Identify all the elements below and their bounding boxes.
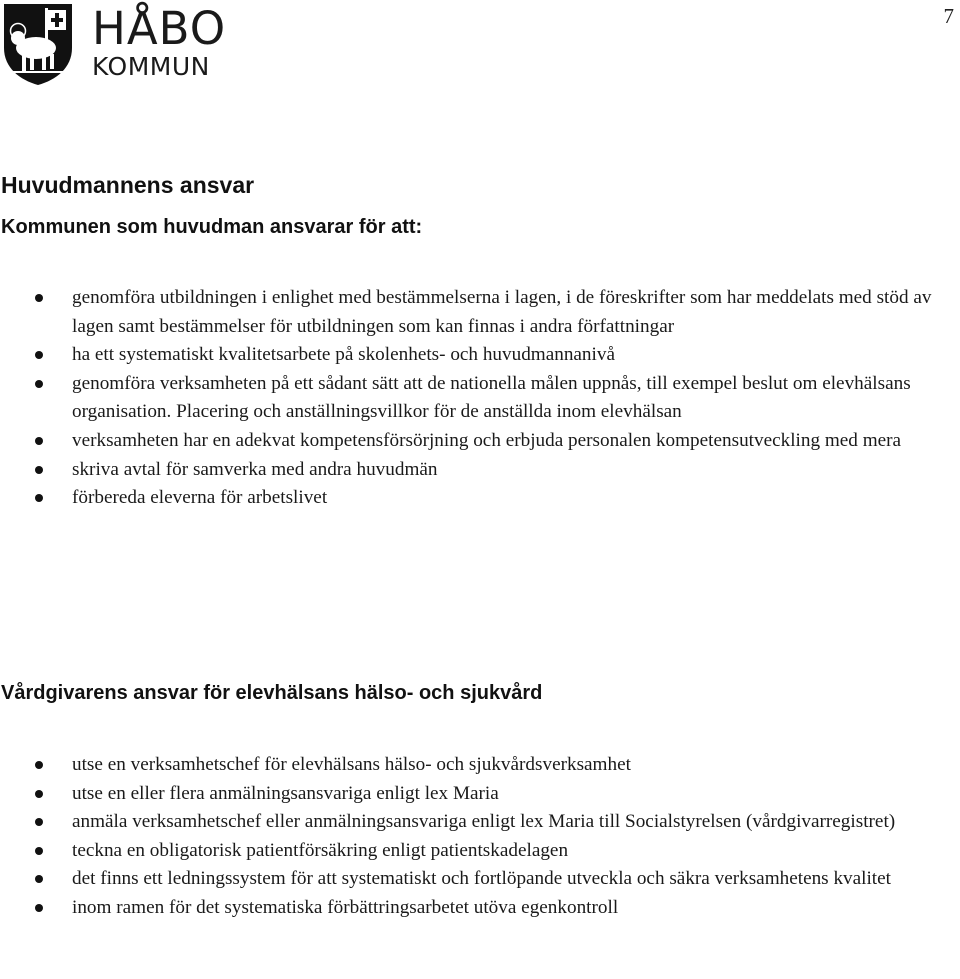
lamb-emblem-icon [2, 2, 74, 86]
section-title: Huvudmannens ansvar [1, 172, 255, 198]
section-title: Vårdgivarens ansvar för elevhälsans hälso- och sjukvård [1, 682, 543, 704]
list-item: utse en eller flera anmälningsansvariga enligt lex Maria [0, 780, 940, 809]
list-item: teckna en obligatorisk patientförsäkring enligt patientskadelagen [0, 837, 940, 866]
page-number: 7 [943, 4, 954, 28]
list-item: skriva avtal för samverka med andra huvudmän [0, 456, 940, 485]
list-item: verksamheten har en adekvat kompetensförsörjning och erbjuda personalen kompetensutveckling med mera [0, 427, 940, 456]
section-subtitle: Kommunen som huvudman ansvarar för att: [1, 216, 423, 238]
municipality-responsibility-list [0, 284, 940, 513]
list-item: det finns ett ledningssystem för att systematiskt och fortlöpande utveckla och säkra verksamhetens kvalitet [0, 865, 940, 894]
logo-name: HÅBO [92, 2, 227, 55]
logo-subtitle: KOMMUN [92, 52, 210, 81]
list-item: utse en verksamhetschef för elevhälsans hälso- och sjukvårdsverksamhet [0, 751, 940, 780]
list-item: förbereda eleverna för arbetslivet [0, 484, 940, 513]
list-item: ha ett systematiskt kvalitetsarbete på skolenhets- och huvudmannanivå [0, 341, 940, 370]
list-item: genomföra verksamheten på ett sådant sätt att de nationella målen uppnås, till exempel beslut om elevhälsans organisation. Placering och anställningsvillkor för de anställda inom elevhälsan [0, 370, 940, 427]
list-item: genomföra utbildningen i enlighet med bestämmelserna i lagen, i de föreskrifter som har meddelats med stöd av lagen samt bestämmelser för utbildningen som kan finnas i andra författningar [0, 284, 940, 341]
logo-wordmark [92, 2, 227, 81]
municipality-logo [0, 0, 230, 90]
care-provider-responsibility-list [0, 751, 940, 923]
list-item: anmäla verksamhetschef eller anmälningsansvariga enligt lex Maria till Socialstyrelsen (vårdgivarregistret) [0, 808, 940, 837]
list-item: inom ramen för det systematiska förbättringsarbetet utöva egenkontroll [0, 894, 940, 923]
